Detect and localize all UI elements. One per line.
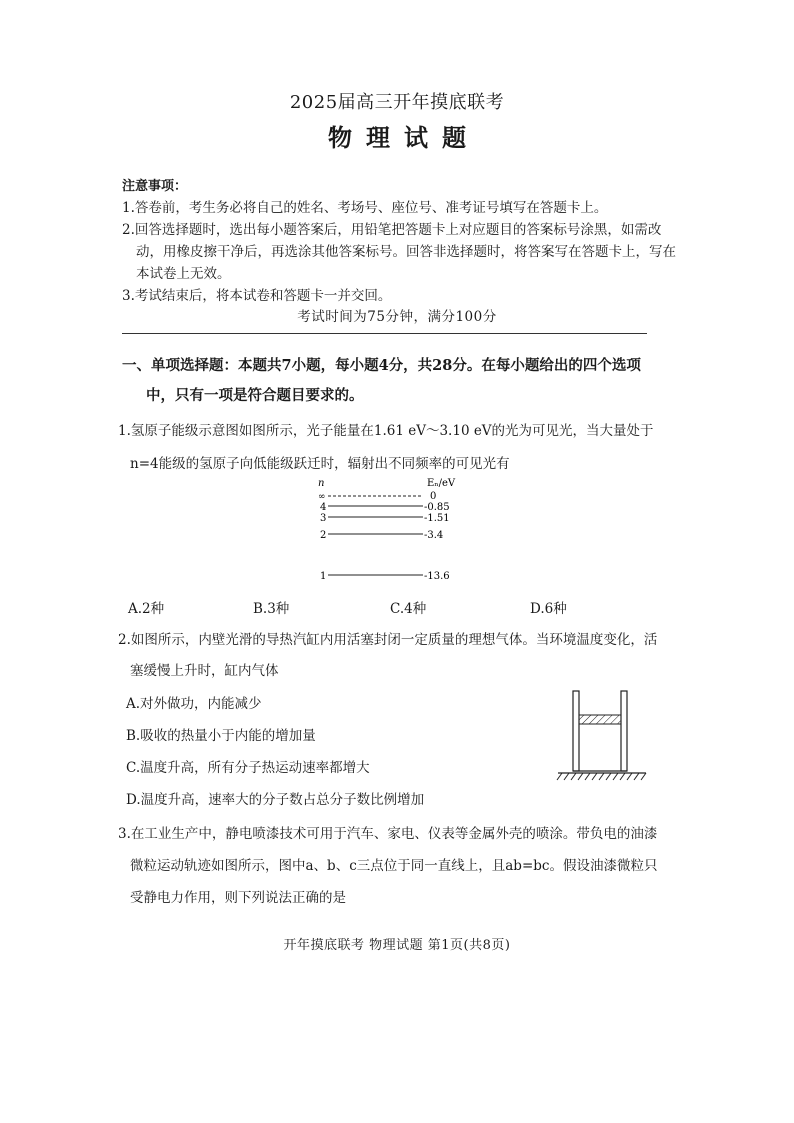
q2-stem: 2.如图所示，内壁光滑的导热汽缸内用活塞封闭一定质量的理想气体。当环境温度变化，活 xyxy=(118,632,658,648)
cylinder-right-wall xyxy=(621,691,627,771)
exam-title: 2025届高三开年摸底联考 xyxy=(289,92,505,113)
divider xyxy=(122,333,647,334)
ground-hatch xyxy=(557,773,646,780)
level-4-e: -0.85 xyxy=(424,502,450,513)
notice-item-2-cont: 动，用橡皮擦干净后，再选涂其他答案标号。回答非选择题时，将答案写在答题卡上，写在 xyxy=(136,244,676,260)
q1-option-b: B.3种 xyxy=(253,601,290,617)
q1-option-a: A.2种 xyxy=(128,601,165,617)
q3-stem-cont: 微粒运动轨迹如图所示，图中a、b、c三点位于同一直线上，且ab=bc。假设油漆微粒只 xyxy=(130,858,658,874)
q2-option-d: D.温度升高，速率大的分子数占总分子数比例增加 xyxy=(126,792,425,808)
n-axis-label: n xyxy=(318,478,325,489)
subject-title: 物理试题 xyxy=(328,123,480,152)
level-4-n: 4 xyxy=(320,502,327,513)
notice-item-2: 2.回答选择题时，选出每小题答案后，用铅笔把答题卡上对应题目的答案标号涂黑，如需改 xyxy=(122,222,662,238)
q3-stem-end: 受静电力作用，则下列说法正确的是 xyxy=(130,890,346,906)
q1-option-c: C.4种 xyxy=(390,601,427,617)
exam-time: 考试时间为75分钟，满分100分 xyxy=(297,309,497,325)
cylinder-piston-diagram xyxy=(556,686,656,786)
q2-option-a: A.对外做功，内能减少 xyxy=(126,696,262,712)
q1-option-d: D.6种 xyxy=(530,601,567,617)
level-2-e: -3.4 xyxy=(424,530,444,541)
cylinder-left-wall xyxy=(573,691,579,771)
q2-option-c: C.温度升高，所有分子热运动速率都增大 xyxy=(126,760,370,776)
q2-option-b: B.吸收的热量小于内能的增加量 xyxy=(126,728,316,744)
notice-heading: 注意事项： xyxy=(122,179,188,194)
level-2-n: 2 xyxy=(320,530,327,541)
section-heading-cont: 中，只有一项是符合题目要求的。 xyxy=(146,387,364,404)
section-heading: 一、单项选择题：本题共7小题，每小题4分，共28分。在每小题给出的四个选项 xyxy=(122,357,641,374)
q1-stem: 1.氢原子能级示意图如图所示，光子能量在1.61 eV～3.10 eV的光为可见光，当大量处于 xyxy=(118,423,654,439)
q2-stem-cont: 塞缓慢上升时，缸内气体 xyxy=(130,663,279,679)
energy-level-diagram xyxy=(310,474,480,589)
piston xyxy=(579,715,621,724)
level-3-e: -1.51 xyxy=(424,513,450,524)
level-3-n: 3 xyxy=(320,513,327,524)
q1-stem-cont: n=4能级的氢原子向低能级跃迁时，辐射出不同频率的可见光有 xyxy=(130,456,510,472)
page-footer: 开年摸底联考 物理试题 第1页(共8页) xyxy=(283,938,511,953)
notice-item-2-end: 本试卷上无效。 xyxy=(136,266,231,282)
energy-axis-label: Eₙ/eV xyxy=(427,478,456,489)
level-inf-e: 0 xyxy=(430,491,437,502)
notice-item-3: 3.考试结束后，将本试卷和答题卡一并交回。 xyxy=(122,288,392,304)
level-inf-n: ∞ xyxy=(318,492,326,502)
notice-item-1: 1.答卷前，考生务必将自己的姓名、考场号、座位号、准考证号填写在答题卡上。 xyxy=(122,200,608,216)
level-1-e: -13.6 xyxy=(424,571,450,582)
level-1-n: 1 xyxy=(320,571,327,582)
q3-stem: 3.在工业生产中，静电喷漆技术可用于汽车、家电、仪表等金属外壳的喷涂。带负电的油漆 xyxy=(118,826,658,842)
